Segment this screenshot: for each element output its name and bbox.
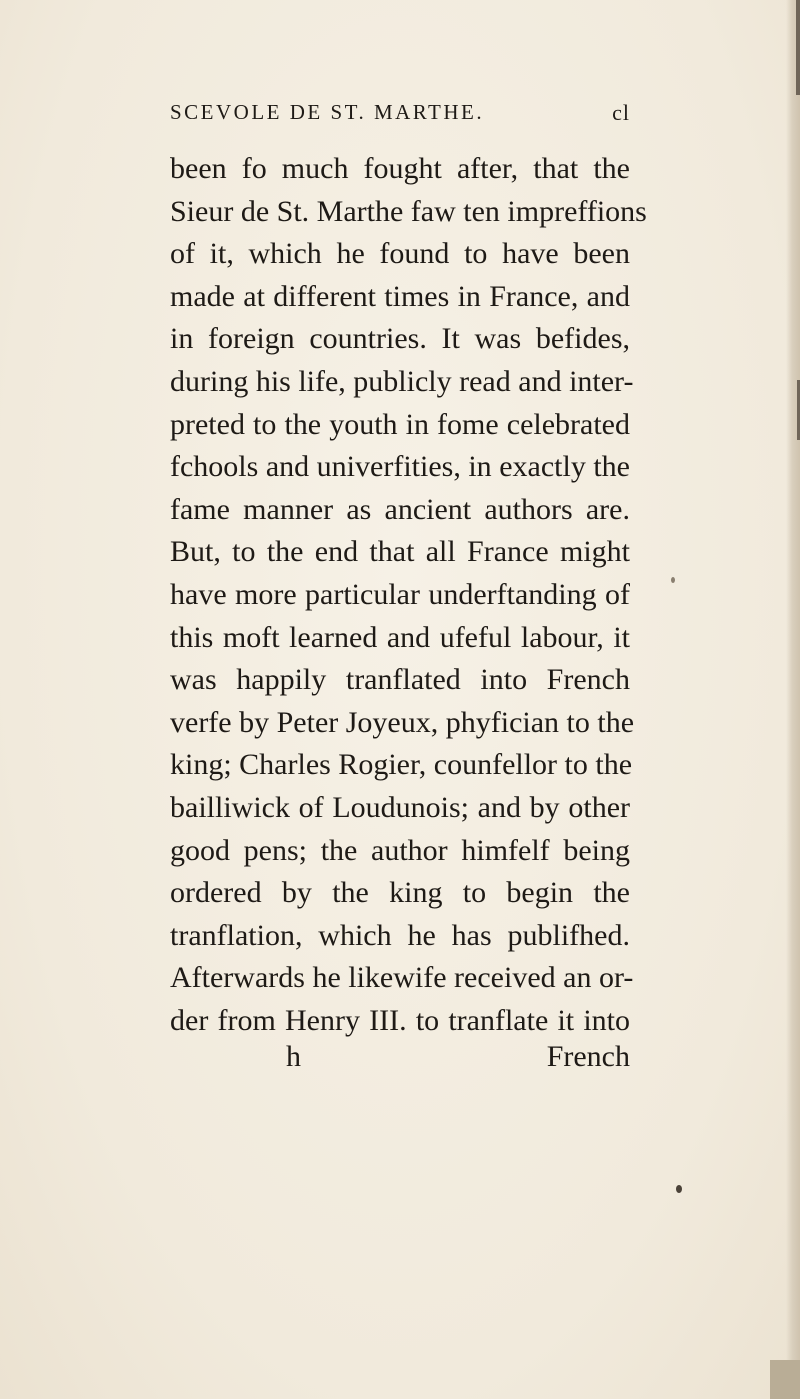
text-line: this moft learned and ufeful labour, it: [170, 620, 630, 654]
page-edge-shadow: [786, 0, 800, 1399]
text-line: der from Henry III. to tranflate it into: [170, 1003, 630, 1037]
text-line: Sieur de St. Marthe faw ten impreffions: [170, 194, 647, 228]
text-line: But, to the end that all France might: [170, 535, 630, 569]
text-line: was happily tranflated into French: [170, 663, 630, 697]
catchword: French: [546, 1040, 630, 1073]
body-text: [170, 148, 647, 1042]
text-line: verfe by Peter Joyeux, phyfician to the: [170, 705, 635, 739]
text-line: made at different times in France, and: [170, 279, 630, 313]
text-line: ordered by the king to begin the: [170, 876, 630, 910]
text-line: of it, which he found to have been: [170, 237, 630, 271]
text-line: preted to the youth in fome celebrated: [170, 407, 630, 441]
ink-speck: [676, 1185, 682, 1193]
ink-speck: [671, 577, 675, 583]
page-header: [170, 100, 630, 144]
page-edge-mark: [796, 0, 800, 95]
text-line: bailliwick of Loudunois; and by other: [170, 790, 630, 824]
text-line: Afterwards he likewife received an or-: [170, 961, 634, 995]
text-line: fchools and univerfities, in exactly the: [170, 450, 630, 484]
text-line: tranflation, which he has publifhed.: [170, 918, 630, 952]
text-line: king; Charles Rogier, counfellor to the: [170, 748, 633, 782]
text-line: have more particular underftanding of: [170, 577, 630, 611]
page-footer: [170, 1040, 630, 1082]
text-line: been fo much fought after, that the: [170, 152, 630, 185]
text-line: fame manner as ancient authors are.: [170, 492, 630, 526]
text-line: good pens; the author himfelf being: [170, 833, 630, 867]
text-line: in foreign countries. It was befides,: [170, 322, 630, 356]
text-line: during his life, publicly read and inter-: [170, 364, 634, 398]
signature-mark: h: [286, 1040, 301, 1073]
page-corner-stain: [770, 1360, 800, 1399]
page-number: cl: [612, 100, 630, 125]
running-head: SCEVOLE DE ST. MARTHE.: [170, 100, 485, 124]
